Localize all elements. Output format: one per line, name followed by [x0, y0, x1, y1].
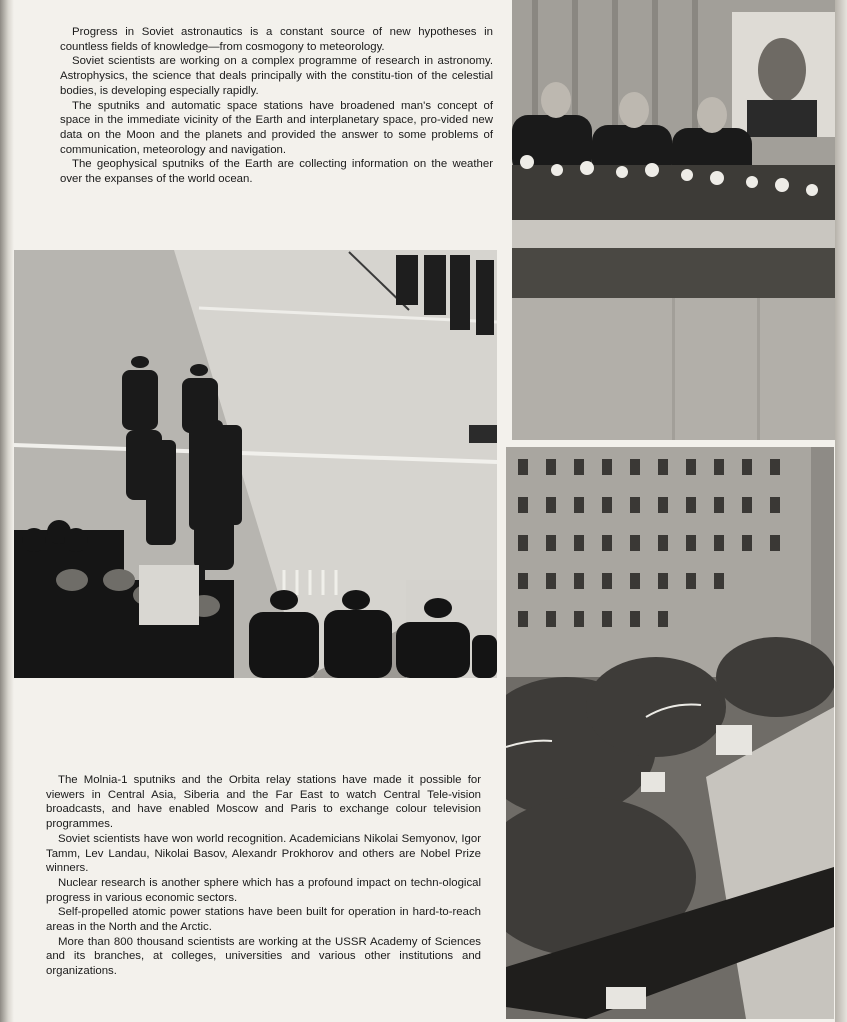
paragraph: The Molnia-1 sputniks and the Orbita relay stations have made it possible for viewers in Central Asia, Siberia and the Far East to watch Central Tele-vision broadcasts, and have enabled Moscow and Paris to exchange colour television programmes.	[46, 774, 481, 831]
paragraph: Progress in Soviet astronautics is a constant source of new hypotheses in countless fields of knowledge—from cosmogony to meteorology.	[60, 26, 493, 53]
ceremonial-procession-photo	[14, 250, 497, 678]
leaders-on-tribune-photo	[512, 0, 838, 440]
paragraph: Soviet scientists have won world recognition. Academicians Nikolai Semyonov, Igor Tamm, Lev Landau, Nikolai Basov, Alexandr Prokhorov and others are Nobel Prize winners.	[46, 832, 481, 875]
paragraph: The sputniks and automatic space stations have broadened man's concept of space in the immediate vicinity of the Earth and interplanetary space, pro-vided new data on the Moon and the planets and provided the answer to some problems of communication, meteorology and navigation.	[60, 99, 493, 156]
paragraph: More than 800 thousand scientists are working at the USSR Academy of Sciences and its branches, at colleges, universities and various other institutions and organizations.	[46, 935, 481, 978]
paragraph: Self-propelled atomic power stations have been built for operation in hard-to-reach areas in the North and the Arctic.	[46, 906, 481, 934]
paragraph: Nuclear research is another sphere which has a profound impact on techn-ological progress in various economic sectors.	[46, 876, 481, 904]
paragraph: The geophysical sputniks of the Earth are collecting information on the weather over the expanses of the world ocean.	[60, 158, 493, 186]
page-gutter-shadow	[0, 0, 14, 1022]
top-text-block	[60, 25, 493, 187]
crowded-street-photo	[506, 447, 834, 1019]
bottom-text-block	[46, 773, 481, 979]
page-edge	[835, 0, 847, 1022]
paragraph: Soviet scientists are working on a complex programme of research in astronomy. Astrophysics, the science that deals principally with the constitu-tion of the celestial bodies, is developing especially rapidly.	[60, 55, 493, 97]
